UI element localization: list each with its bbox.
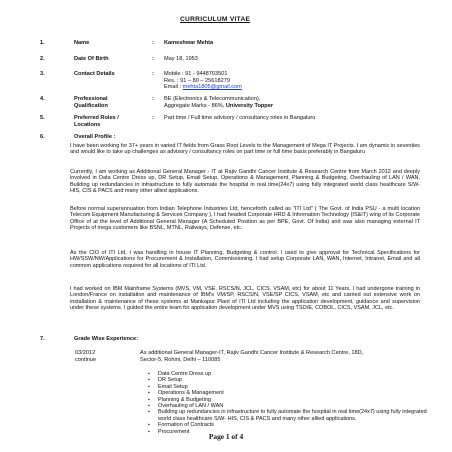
field-label: Date Of Birth <box>74 56 109 62</box>
field-colon: : <box>152 56 154 62</box>
field-value: Part time / Full time advisory / consultancy roles in Bangaluru <box>164 115 316 121</box>
section-heading: Grade Wise Experience: <box>74 336 138 342</box>
field-colon: : <box>152 71 154 77</box>
field-value: Kameshwar Mehta <box>164 40 214 46</box>
section-number: 6. <box>40 134 45 140</box>
period-end: continue <box>75 356 97 363</box>
list-item: ▪ DR Setup <box>148 377 430 383</box>
experience-period <box>75 350 96 363</box>
field-label: Name <box>74 40 90 46</box>
position-line: Sector-5, Rohini, Delhi – 110085 <box>140 356 221 363</box>
section-number: 7. <box>40 336 45 342</box>
profile-paragraph: As the CIO of ITI Ltd, I was handling in house IT Planning, Budgeting & control. I used to give approval for Technical Specifications for HW/SSW/NW/Applications for Procurement & Installation, Commissioning. I had setup Corporate LAN, WAN, Internet, Intranet, Email and all common applications required for all locations of ITI Ltd. <box>70 250 420 269</box>
topper-text: University Topper <box>225 102 274 109</box>
email-prefix: Email : <box>164 84 183 91</box>
label-line: Qualification <box>74 102 108 109</box>
field-number: 5. <box>40 115 45 121</box>
field-number: 3. <box>40 71 45 77</box>
label-line: Locations <box>74 121 101 128</box>
experience-position <box>140 350 440 363</box>
field-number: 1. <box>40 40 45 46</box>
field-value <box>164 96 434 109</box>
field-colon: : <box>152 115 154 121</box>
list-item: ▪ Building up redundancies in infrastructure to fully automate the hospital in real time(24x7) using fully integrated world class healthcare S/W- HIS, CIS & PACS and many other allied applications. <box>148 409 430 422</box>
label-line: Preferred Roles / <box>74 115 119 121</box>
profile-paragraph: Before normal superannuation from Indian Telephone Industries Ltd, henceforth called as "ITI Ltd" ( The Govt. of India PSU - a multi location Telecom Equipment Manufacturing & Services Company ), I had headed Corporate HRD & Information Technology (IS&IT) wing of its Corporate Office of at the level of Additional General Manager (A Scheduled Position as per BPE, Govt. Of India) and was also managing external IT Projects of mega customers like BSNL, MTNL, Railways, Defense, etc. <box>70 206 420 232</box>
list-item: ▪ Data Centre Dress up <box>148 371 430 377</box>
period-start: 03/2012 <box>75 350 96 356</box>
field-value: May 18, 1953 <box>164 56 198 62</box>
responsibility-list <box>148 371 430 435</box>
degree-line: BE (Electronics & Telecommunication), <box>164 96 261 102</box>
profile-paragraph: Currently, I am working as Additional General Manager - IT at Rajiv Gandhi Cancer Institute & Research Centre from March 2012 and deeply involved in Data Centre Dress up, DR Setup, Email Setup, Operations & Management, Planning & Budgeting, Overhauling of LAN / WAN, Building up redundancies in infrastructure to fully automate the hospital in real time(24x7) using fully integrated world class healthcare S/W- HIS, CIS & PACS and many other allied applications. <box>70 169 420 195</box>
field-label: Contact Details <box>74 71 115 77</box>
list-item: ▪ Formation of Contracts <box>148 422 430 428</box>
list-item: ▪ Overhauling of LAN / WAN <box>148 403 430 409</box>
marks-line <box>164 103 434 110</box>
document-title: CURRICULUM VITAE <box>180 16 251 23</box>
email-link[interactable]: mehta1805@gmail.com <box>182 84 242 91</box>
field-label <box>74 115 174 128</box>
list-item: ▪ Operations & Management <box>148 390 430 396</box>
position-line: As additional General Manager-IT, Rajiv Gandhi Cancer Institute & Research Centre, 18D, <box>140 350 364 356</box>
mobile-line: Mobile : 91 - 9448703501 <box>164 71 228 77</box>
list-item: ▪ Email Setup <box>148 384 430 390</box>
profile-paragraph: I have been working for 37+ years in varied IT fields from Grass Root Levels to the Management of Mega IT Projects. I am dynamic in seventies and would like to take up challenges as advisory / consultancy roles on part time or full time basis preferably in Bangaluru <box>70 143 420 156</box>
list-item: ▪ Planning & Budgeting <box>148 397 430 403</box>
email-line <box>164 84 434 91</box>
page-number: Page 1 of 4 <box>208 432 244 441</box>
section-heading: Overall Profile : <box>74 134 116 140</box>
field-colon: : <box>152 96 154 102</box>
field-label <box>74 96 174 109</box>
field-colon: : <box>152 40 154 46</box>
label-line: Professional <box>74 96 108 102</box>
marks-text: Aggregate Marks - 86%, <box>164 102 226 109</box>
list-item: ▪ Procurement <box>148 429 430 435</box>
field-number: 2. <box>40 56 45 62</box>
field-number: 4. <box>40 96 45 102</box>
profile-paragraph: I had worked on IBM Mainframe Systems (MVS, VM, VSE, RSCS/N, JCL, CICS, VSAM, etc) for about 11 Years. I had undergone training in London/France on installation and maintenance of IBM's VM/SP, RSCS/N, VSE/SP CICS, VSAM, etc and carried out extensive work on installation & maintenance of these systems at Mankapur Plant of ITI Ltd including the application development, guidance and supervision under these systems. I guided the entire team for application development under MVS using TSO/E, COBOL, CICS, VSAM, JCL, etc. <box>70 286 420 312</box>
res-line: Res. : 91 – 80 – 25618279 <box>164 77 230 84</box>
contact-lines <box>164 71 434 91</box>
